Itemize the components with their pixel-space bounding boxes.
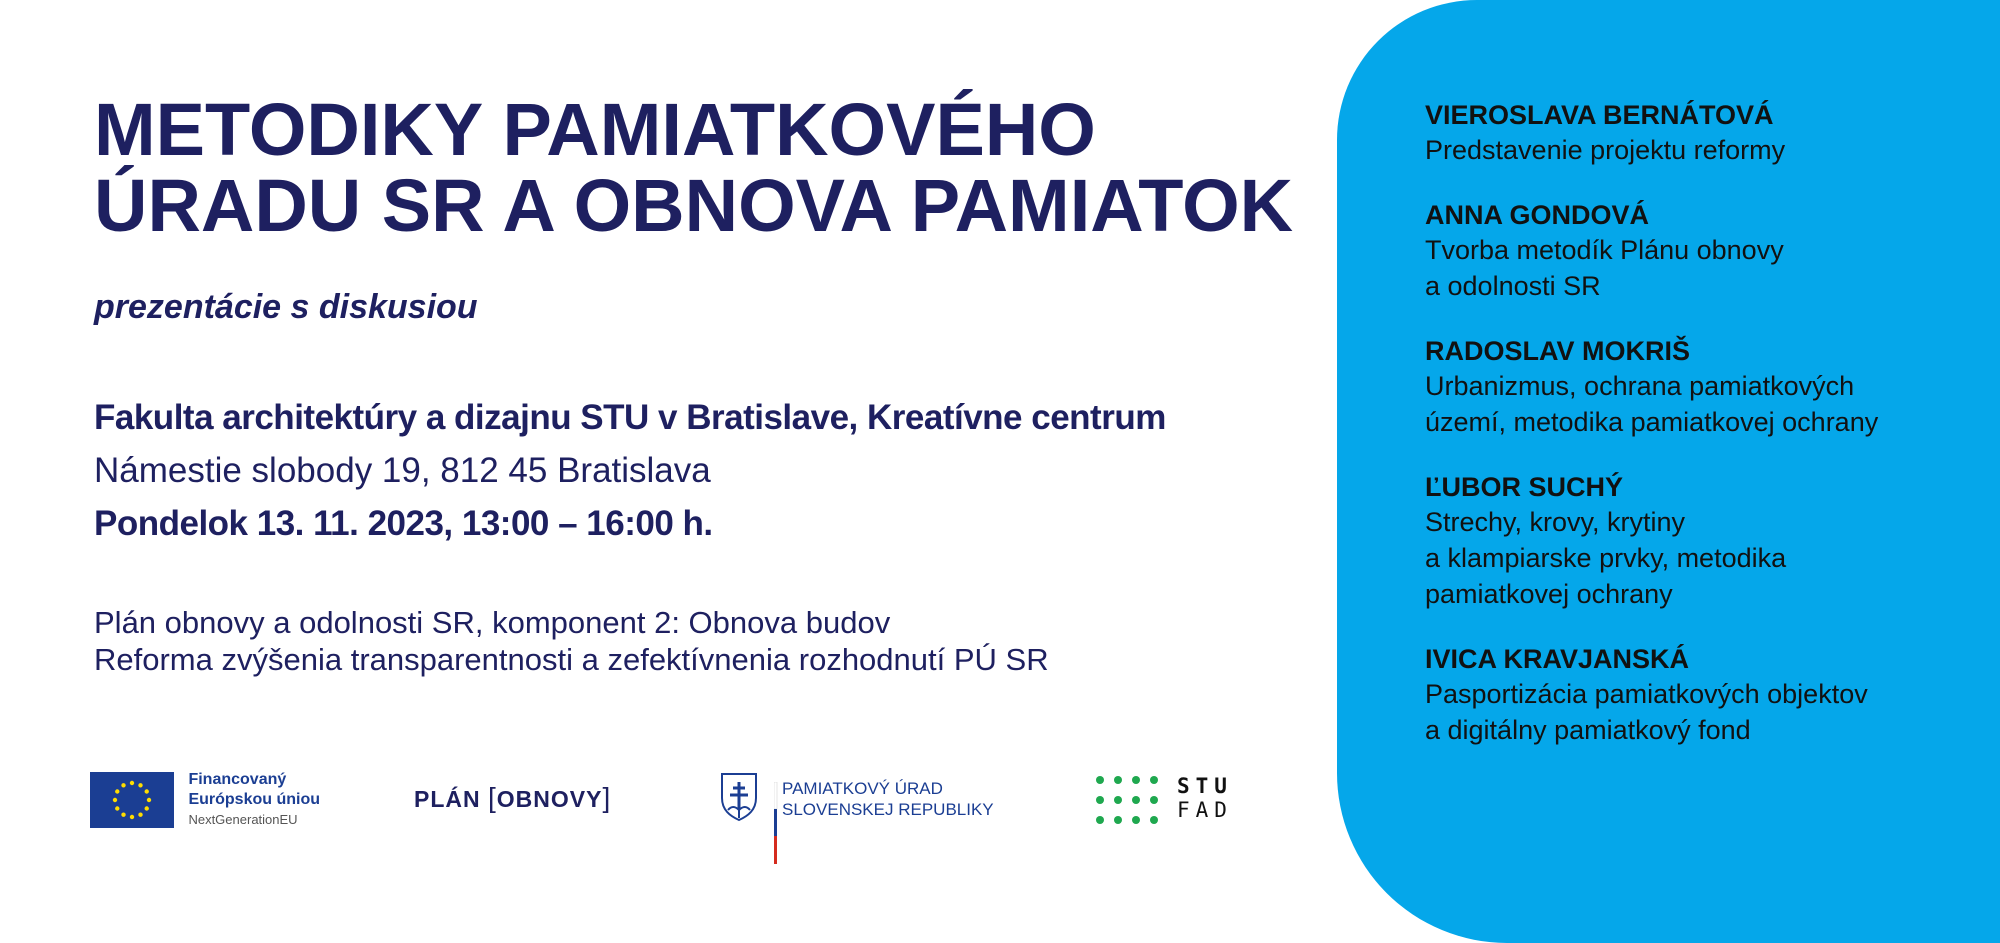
- speaker-topic-line: a digitálny pamiatkový fond: [1425, 715, 1751, 745]
- eu-star-icon: [113, 798, 117, 802]
- program-info: [94, 604, 1049, 678]
- eu-star-icon: [121, 813, 125, 817]
- stu-logo-line-2: FAD: [1177, 798, 1233, 822]
- speaker-name: ĽUBOR SUCHÝ: [1425, 472, 1624, 502]
- plan-logo-open-bracket: [: [488, 782, 497, 813]
- stu-dot-icon: [1096, 796, 1104, 804]
- stu-dot-icon: [1132, 776, 1140, 784]
- eu-star-icon: [130, 815, 134, 819]
- speaker-item: [1425, 98, 1878, 168]
- speaker-topic-line: Strechy, krovy, krytiny: [1425, 507, 1686, 537]
- eu-star-icon: [115, 806, 119, 810]
- venue-address: Námestie slobody 19, 812 45 Bratislava: [94, 451, 711, 490]
- program-line-1: Plán obnovy a odolnosti SR, komponent 2: Obnova budov: [94, 605, 891, 640]
- stu-dot-icon: [1132, 796, 1140, 804]
- pu-logo-line-1: PAMIATKOVÝ ÚRAD: [782, 779, 943, 798]
- event-title: [94, 88, 1294, 247]
- speaker-item: [1425, 334, 1878, 440]
- event-subtitle: prezentácie s diskusiou: [94, 288, 478, 326]
- stu-dot-icon: [1114, 776, 1122, 784]
- stu-logo-line-1: STU: [1177, 774, 1233, 798]
- eu-star-icon: [115, 789, 119, 793]
- eu-star-icon: [145, 789, 149, 793]
- stu-dot-icon: [1150, 796, 1158, 804]
- stu-dot-icon: [1150, 776, 1158, 784]
- stu-dot-icon: [1096, 816, 1104, 824]
- speaker-name: ANNA GONDOVÁ: [1425, 200, 1650, 230]
- stu-dot-icon: [1114, 796, 1122, 804]
- speakers-list: [1425, 98, 1878, 778]
- speaker-item: [1425, 470, 1878, 612]
- event-title-line-1: METODIKY PAMIATKOVÉHO: [94, 88, 1096, 171]
- speaker-name: RADOSLAV MOKRIŠ: [1425, 336, 1691, 366]
- eu-logo-line-1: Financovaný: [188, 771, 287, 788]
- plan-logo-word-2: OBNOVY: [496, 786, 603, 812]
- stu-dots-icon: [1095, 774, 1165, 826]
- speaker-topic-line: Urbanizmus, ochrana pamiatkových: [1425, 371, 1855, 401]
- venue-name: Fakulta architektúry a dizajnu STU v Bratislave, Kreatívne centrum: [94, 398, 1166, 437]
- program-line-2: Reforma zvýšenia transparentnosti a zefektívnenia rozhodnutí PÚ SR: [94, 642, 1049, 677]
- event-datetime: Pondelok 13. 11. 2023, 13:00 – 16:00 h.: [94, 504, 713, 543]
- speaker-item: [1425, 198, 1878, 304]
- speaker-name: VIEROSLAVA BERNÁTOVÁ: [1425, 100, 1774, 130]
- slovak-crest-icon: [718, 770, 760, 856]
- speaker-topic-line: pamiatkovej ochrany: [1425, 579, 1673, 609]
- tricolor-divider-icon: [774, 782, 778, 864]
- eu-logo-line-2: Európskou úniou: [188, 791, 320, 808]
- speaker-topic-line: území, metodika pamiatkovej ochrany: [1425, 407, 1879, 437]
- speaker-name: IVICA KRAVJANSKÁ: [1425, 644, 1690, 674]
- stu-dot-icon: [1132, 816, 1140, 824]
- eu-star-icon: [138, 783, 142, 787]
- plan-logo-close-bracket: ]: [602, 782, 612, 813]
- speaker-topic-line: Tvorba metodík Plánu obnovy: [1425, 235, 1784, 265]
- eu-star-icon: [130, 781, 134, 785]
- speaker-topic-line: Pasportizácia pamiatkových objektov: [1425, 679, 1868, 709]
- eu-star-icon: [121, 783, 125, 787]
- plan-obnovy-logo: [414, 782, 611, 814]
- eu-star-icon: [147, 798, 151, 802]
- partner-logos: [90, 760, 1250, 860]
- eu-logo-line-3: NextGenerationEU: [188, 812, 298, 827]
- eu-funding-logo: [90, 772, 320, 830]
- stu-dot-icon: [1150, 816, 1158, 824]
- plan-logo-word-1: PLÁN: [414, 786, 481, 812]
- speaker-topic-line: Predstavenie projektu reformy: [1425, 135, 1786, 165]
- venue-block: [94, 392, 1166, 550]
- speaker-topic-line: a odolnosti SR: [1425, 271, 1601, 301]
- stu-dot-icon: [1114, 816, 1122, 824]
- event-title-line-2: ÚRADU SR A OBNOVA PAMIATOK: [94, 164, 1294, 247]
- stu-dot-icon: [1096, 776, 1104, 784]
- pu-logo-line-2: SLOVENSKEJ REPUBLIKY: [782, 800, 994, 819]
- eu-star-icon: [138, 813, 142, 817]
- eu-star-icon: [145, 806, 149, 810]
- speaker-item: [1425, 642, 1878, 748]
- eu-flag-icon: [90, 772, 174, 828]
- speaker-topic-line: a klampiarske prvky, metodika: [1425, 543, 1787, 573]
